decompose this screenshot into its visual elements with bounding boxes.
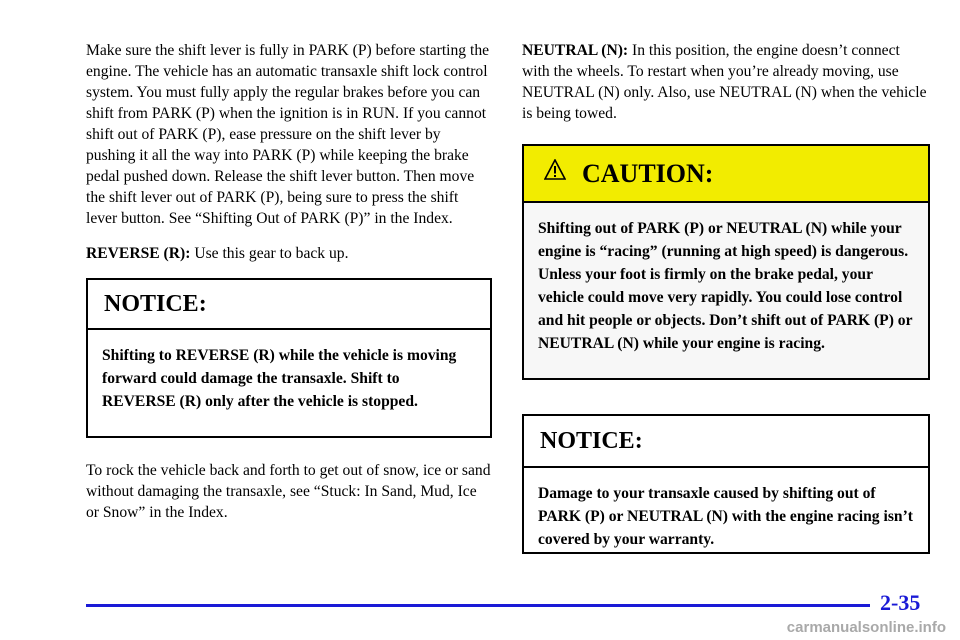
watermark-text: carmanualsonline.info (786, 619, 946, 636)
reverse-lead: REVERSE (R): (86, 245, 191, 262)
caution-title: CAUTION: (582, 158, 714, 188)
caution-header (524, 146, 928, 203)
notice-box-reverse (86, 278, 492, 438)
notice-text: Shifting to REVERSE (R) while the vehicle is moving forward could damage the transaxle. Shift to REVERSE (R) only after the vehicle is stopped. (102, 347, 457, 410)
neutral-text: In this position, the engine doesn’t connect with the wheels. To restart when you’re already moving, use NEUTRAL (N) only. Also, use NEUTRAL (N) when the vehicle is being towed. (522, 42, 927, 122)
neutral-paragraph (522, 40, 930, 124)
rock-paragraph: To rock the vehicle back and forth to get out of snow, ice or sand without damaging the transaxle, see “Stuck: In Sand, Mud, Ice or Snow” in the Index. (86, 462, 491, 521)
caution-text: Shifting out of PARK (P) or NEUTRAL (N) while your engine is “racing” (running at high speed) is dangerous. Unless your foot is firmly on the brake pedal, your vehicle could move very rapidly. You could lose control and hit people or objects. Don’t shift out of PARK (P) or NEUTRAL (N) while your engine is racing. (538, 220, 913, 352)
footer-rule (86, 604, 870, 607)
warning-triangle-icon (544, 159, 566, 181)
notice-text: Damage to your transaxle caused by shifting out of PARK (P) or NEUTRAL (N) with the engine racing isn’t covered by your warranty. (538, 485, 913, 548)
notice-title: NOTICE: (88, 280, 490, 330)
neutral-lead: NEUTRAL (N): (522, 42, 629, 59)
page-number: 2-35 (880, 590, 921, 615)
reverse-text: Use this gear to back up. (194, 245, 349, 262)
left-column (86, 40, 492, 537)
notice-title: NOTICE: (524, 416, 928, 468)
park-paragraph: Make sure the shift lever is fully in PARK (P) before starting the engine. The vehicle has an automatic transaxle shift lock control system. You must fully apply the regular brakes before you can shift from PARK (P) when the ignition is in RUN. If you cannot shift out of PARK (P), ease pressure on the shift lever by pushing it all the way into PARK (P) while keeping the brake pedal pushed down. Release the shift lever button. Then move the shift lever out of PARK (P), being sure to press the shift lever button. See “Shifting Out of PARK (P)” in the Index. (86, 42, 490, 227)
caution-box (522, 144, 930, 380)
right-column (522, 40, 930, 554)
reverse-paragraph (86, 243, 492, 264)
notice-box-warranty (522, 414, 930, 554)
